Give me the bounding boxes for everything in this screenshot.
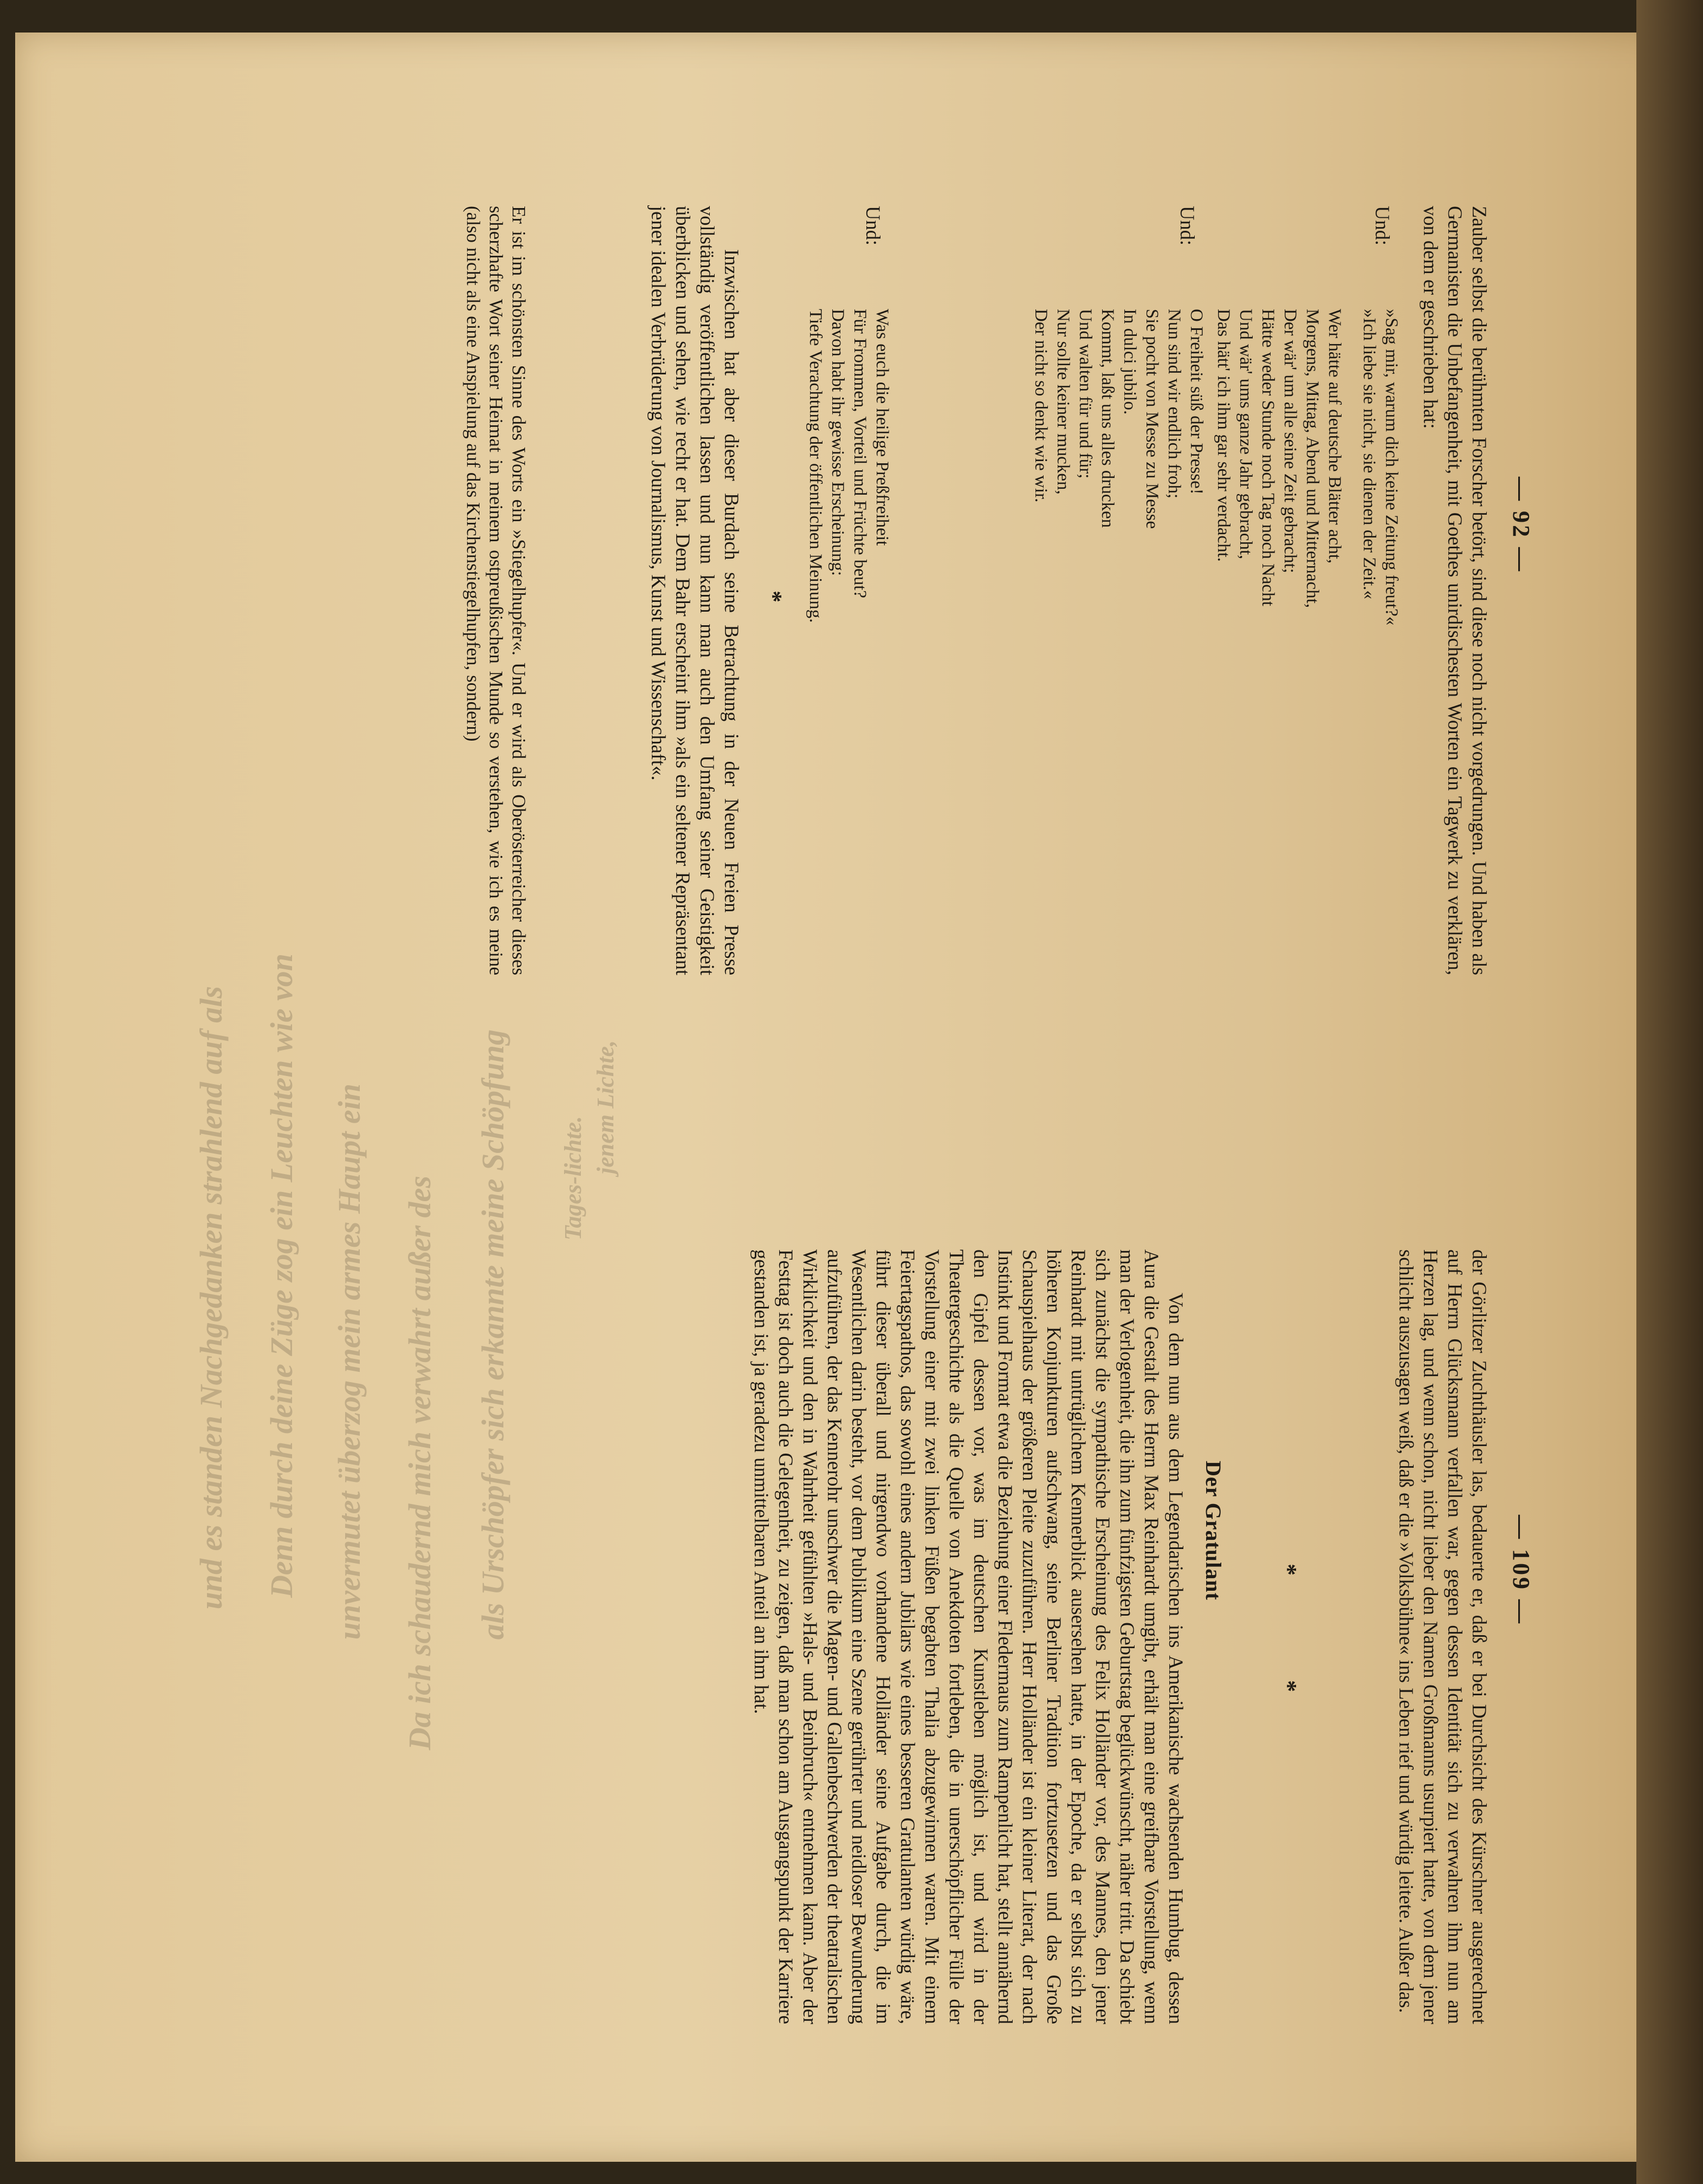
verse-line: Hätte weder Stunde noch Tag noch Nacht (1258, 309, 1278, 606)
verse-pressefreiheit (1029, 309, 1207, 905)
er-ist-text: Er ist im schönsten Sinne des Worts ein »Stiegelhupfer«. Und er wird als Oberösterreicher dieses scherzhafte Wort seiner Heimat in meinem ostpreußischen Munde so verstehen, wie ich es meine (also nicht als eine Anspielung auf das Kirchenstiegelhupfen, sondern) (463, 206, 529, 975)
verse-line: »Sag mir, warum dich keine Zeitung freut?« (1382, 309, 1401, 626)
er-ist-paragraph (462, 206, 530, 975)
show-through-line: Denn durch deine Züge zog ein Leuchten wie von (264, 954, 299, 1598)
verse-line: Morgens, Mittag, Abend und Mitternacht, (1303, 309, 1322, 608)
verse-line: Und walten für und für; (1076, 309, 1095, 479)
verse-line: Wer hätte auf deutsche Blätter acht, (1325, 309, 1344, 564)
page-number: — 109 — (1508, 1515, 1534, 1625)
und-label: Und: (1371, 206, 1394, 245)
und-label: Und: (1176, 206, 1199, 245)
verse-line: »Ich liebe sie nicht, sie dienen der Zeit.« (1359, 309, 1379, 600)
verse-line: O Freiheit süß der Presse! (1187, 309, 1206, 495)
page-number: — 92 — (1508, 477, 1534, 573)
gratulant-text: Von dem nun aus dem Legendarischen ins Amerikanische wachsenden Humbug, dessen Aura die Gestalt des Herrn Max Reinhardt umgibt, erhält man eine greifbare Vorstellung, wenn man der Verlogenheit, die ihn zum fünfzigsten Geburtstag beglückwünscht, näher tritt. Da schiebt sich zunächst die sympathische Erscheinung des Felix Holländer vor, des Mannes, den jener Reinhardt mit untrüglichem Kennerblick ausersehen hatte, in der Epoche, da er selbst sich zu höheren Konjunkturen aufschwang, seine Berliner Tradition fortzusetzen und das Große Schauspielhaus der größeren Pleite zuzuführen. Herr Holländer ist ein kleiner Literat, der nach Instinkt und Format etwa die Beziehung einer Fledermaus zum Rampenlicht hat, stellt annähernd den Gipfel dessen vor, was im deutschen Kunstleben möglich ist, und wird in der Theatergeschichte als die Quelle von Anekdoten fortleben, die in unerschöpflicher Fülle der Vorstellung einer mit zwei linken Füßen begabten Thalia abzugewinnen waren. Mit einem Feiertagspathos, das sowohl eines andern Jubilars wie eines besseren Gratulanten würdig wäre, führt dieser überall und nirgendwo vorhandene Holländer seine Aufgabe durch, die im Wesentlichen darin besteht, vor dem Publikum eine Szene gerührter und neidloser Bewunderung aufzuführen, der das Kennerohr unschwer die Magen- und Gallenbeschwerden der theatralischen Wirklichkeit und den in Wahrheit gefühlten »Hals- und Beinbruch« entnehmen kann. Aber der Festtag ist doch auch die Gelegenheit, zu zeigen, daß man schon am Ausgangspunkt der Karriere gestanden ist, ja geradezu unmittelbaren Anteil an ihm hat. (750, 1249, 1187, 2024)
verse-line: Tiefe Verachtung der öffentlichen Meinung. (806, 309, 825, 623)
page-109 (0, 1092, 1703, 2184)
verse-line: Für Frommen, Vorteil und Früchte beut? (850, 309, 870, 599)
section-stars: * * (1275, 1564, 1301, 1714)
show-through-line: Da ich schaudernd mich verwahrt außer des (402, 1176, 437, 1751)
und-label: Und: (862, 206, 884, 245)
verse-line: Nun sind wir endlich froh; (1164, 309, 1184, 499)
section-heading: Der Gratulant (1201, 1461, 1226, 1600)
verse-line: Kommt, laßt uns alles drucken (1098, 309, 1117, 528)
intro-text: der Görlitzer Zuchthäusler las, bedauerte er, daß er bei Durchsicht des Kürschner ausgerechnet auf Herrn Glücksmann verfallen war, gegen dessen Identität sich zu verwahren ihm nun am Herzen lag, und wenn schon, nicht lieber den Namen Großmanns usurpiert hatte, von dem jener schlicht auszusagen weiß, daß er die »Volksbühne« ins Leben rief und würdig leitete. Außer das. (1395, 1249, 1491, 2024)
show-through-line: unvermutet überzog mein armes Haupt ein (332, 1084, 367, 1640)
verse-line: Der wär' um alle seine Zeit gebracht; (1280, 309, 1300, 573)
show-through-line: als Urschöpfer sich erkannte meine Schöpfung (475, 1029, 510, 1640)
intro-text: Zauber selbst die berühmten Forscher betört, sind diese noch nicht vorgedrungen. Und haben als Germanisten die Unbefangenheit, mit Goethes unirdischesten Worten ein Tagwerk zu verklären, von dem er geschrieben hat: (1420, 206, 1491, 975)
verse-line: In dulci jubilo. (1120, 309, 1139, 415)
verse-line: Das hätt' ich ihm gar sehr verdacht. (1214, 309, 1233, 562)
verse-blaetter (1212, 309, 1345, 905)
verse-line: Sie pocht von Messe zu Messe (1142, 309, 1162, 529)
verse-zeitung (1358, 309, 1402, 905)
intro-paragraph (1394, 1249, 1492, 2024)
verse-line: Was euch die heilige Preßfreiheit (872, 309, 892, 546)
verse-line: Und wär' ums ganze Jahr gebracht, (1236, 309, 1255, 560)
show-through-line: jenem Lichte, (592, 1040, 619, 1174)
show-through-line: und es standen Nachgedanken strahlend auf als (193, 986, 229, 1610)
show-through-line: Tages-lichte. (560, 1116, 586, 1241)
verse-line: Davon habt ihr gewisse Erscheinung: (828, 309, 847, 576)
inzwischen-text: Inzwischen hat aber dieser Burdach seine Betrachtung in der Neuen Freien Presse vollständig veröffentlichen lassen und nun kann man auch den Umfang seiner Geistigkeit überblicken und sehen, wie recht er hat. Dem Bahr erscheint ihm »als ein seltener Repräsentant jener idealen Verbrüderung von Journalismus, Kunst und Wissenschaft«. (647, 206, 743, 975)
inzwischen-paragraph (646, 206, 744, 975)
intro-paragraph (1419, 206, 1492, 975)
verse-line: Der nicht so denkt wie wir. (1031, 309, 1051, 503)
verse-line: Nur sollte keiner mucken, (1053, 309, 1073, 495)
gratulant-paragraph (749, 1249, 1188, 2024)
section-star: * (760, 591, 787, 602)
verse-pressfreiheit-2 (804, 309, 893, 905)
